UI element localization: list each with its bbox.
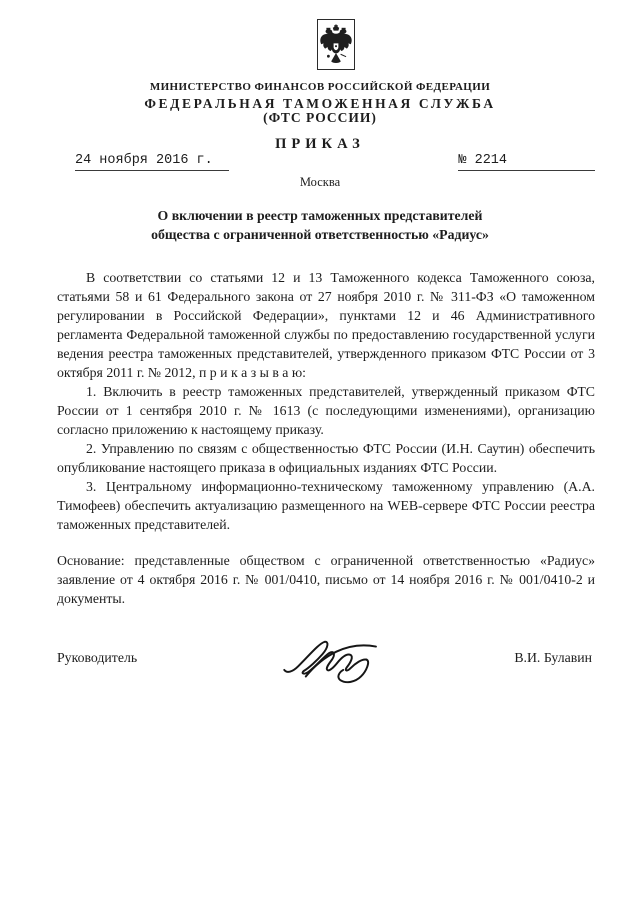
order-title-line2: общества с ограниченной ответственностью «Радиус»: [151, 227, 489, 242]
document-type-heading: ПРИКАЗ: [275, 136, 365, 152]
service-name: ФЕДЕРАЛЬНАЯ ТАМОЖЕННАЯ СЛУЖБА: [144, 96, 496, 111]
body-paragraph-item1: 1. Включить в реестр таможенных представителей, утвержденный приказом ФТС России от 1 сентября 2010 г. № 1613 (с последующими изменениями), организацию согласно приложению к настоящему приказу.: [57, 384, 595, 437]
signature-row: [57, 648, 592, 667]
order-body: [57, 268, 595, 608]
service-abbreviation: (ФТС РОССИИ): [263, 110, 377, 125]
signer-name: В.И. Булавин: [514, 650, 592, 665]
issue-city: Москва: [299, 175, 341, 189]
order-title-line1: О включении в реестр таможенных представителей: [157, 208, 483, 223]
document-number: № 2214: [458, 153, 595, 171]
ministry-name: МИНИСТЕРСТВО ФИНАНСОВ РОССИЙСКОЙ ФЕДЕРАЦИИ: [149, 81, 491, 93]
body-paragraph-item3: 3. Центральному информационно-техническому таможенному управлению (А.А. Тимофеев) обеспечить актуализацию размещенного на WEB-сервере ФТС России реестра таможенных представителей.: [57, 479, 595, 532]
body-paragraph-preamble: В соответствии со статьями 12 и 13 Таможенного кодекса Таможенного союза, статьями 58 и 61 Федерального закона от 27 ноября 2010 г. № 311-ФЗ «О таможенном регулировании в Российской Федерации», пунктами 12 и 46 Административного регламента Федеральной таможенной службы по предоставлению государственной услуги ведения реестра таможенных представителей, утвержденного приказом ФТС России от 3 октября 2011 г. № 2012, п р и к а з ы в а ю:: [57, 270, 595, 380]
handwritten-signature-icon: [277, 627, 381, 685]
document-date: 24 ноября 2016 г.: [75, 153, 229, 171]
body-paragraph-item2: 2. Управлению по связям с общественностью ФТС России (И.Н. Саутин) обеспечить опубликование настоящего приказа в официальных изданиях ФТС России.: [57, 441, 595, 475]
order-title: [0, 206, 640, 244]
basis-paragraph: Основание: представленные обществом с ограниченной ответственностью «Радиус» заявление от 4 октября 2016 г. № 001/0410, письмо от 14 ноября 2016 г. № 001/0410-2 и документы.: [57, 553, 595, 606]
double-headed-eagle-icon: [320, 23, 352, 67]
coat-of-arms-emblem: [317, 19, 355, 70]
signer-position: Руководитель: [57, 650, 138, 665]
date-number-row: [0, 153, 640, 171]
